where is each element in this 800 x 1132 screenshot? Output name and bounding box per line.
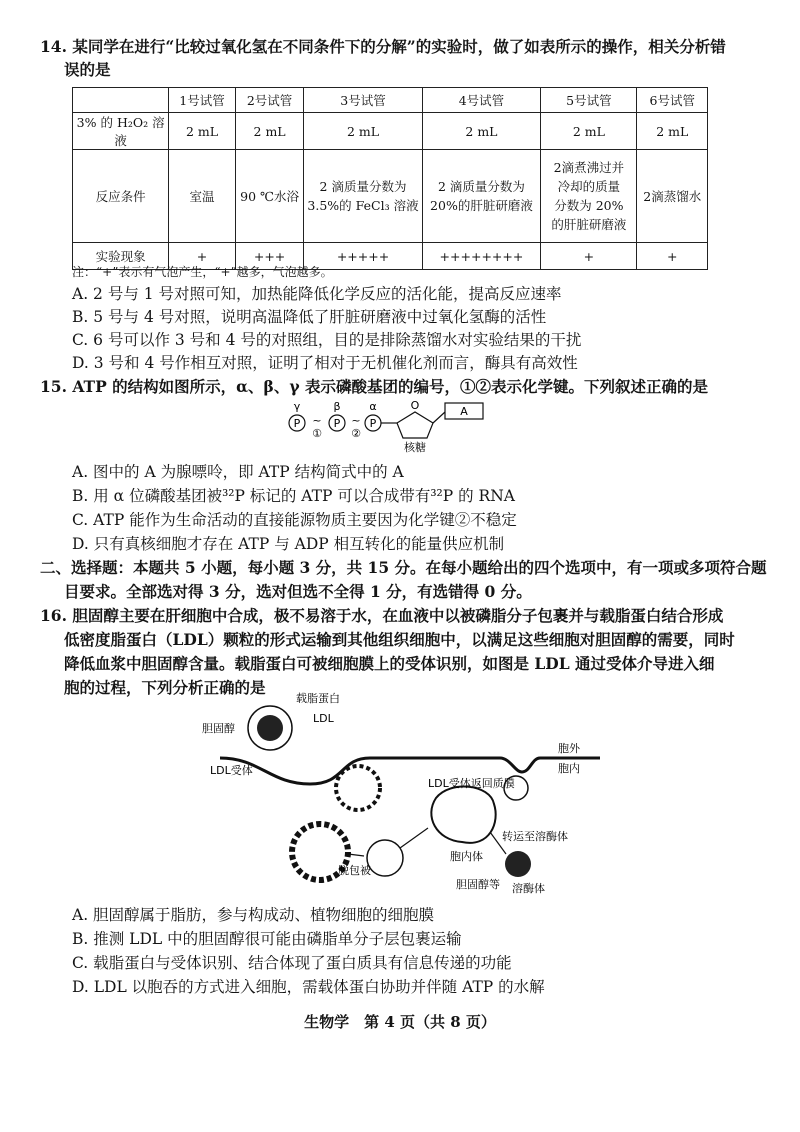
gamma-label: γ — [293, 400, 301, 413]
q14-option-c: C. 6 号可以作 3 号和 4 号的对照组，目的是排除蒸馏水对实验结果的干扰 — [72, 331, 582, 349]
table-cell: 实验现象 — [73, 243, 169, 270]
endosome-label: 胞内体 — [450, 850, 483, 863]
table-cell: + — [637, 243, 708, 270]
table-cell: 2 mL — [235, 113, 304, 150]
cell-line: 冷却的质量 — [557, 179, 621, 194]
phosphate-alpha-label: P — [369, 417, 377, 430]
table-note: 注：“+”表示有气泡产生，“+”越多，气泡越多。 — [72, 265, 333, 279]
table-cell — [541, 150, 637, 243]
table-header-cell: 5号试管 — [541, 88, 637, 113]
cholesterol-label: 胆固醇 — [202, 722, 235, 735]
uncoated-vesicle — [367, 840, 403, 876]
ldl-core — [257, 715, 283, 741]
table-row — [73, 113, 708, 150]
table-row — [73, 150, 708, 243]
beta-label: β — [333, 400, 341, 413]
q16-stem-line4: 胞的过程，下列分析正确的是 — [64, 678, 266, 697]
budding-vesicle — [336, 766, 380, 810]
ribose-base-bond — [433, 412, 445, 423]
q14-stem-line1: 14. 某同学在进行“比较过氧化氢在不同条件下的分解”的实验时，做了如表所示的操作，相关分析错 — [40, 37, 726, 56]
ribose-oxygen: O — [410, 399, 420, 412]
high-energy-bond-2: ~ — [351, 414, 361, 427]
lysosome-label: 溶酶体 — [512, 882, 545, 895]
cell-line: 2 滴质量分数为 — [319, 179, 407, 194]
ldl-label: LDL — [313, 712, 334, 725]
bond-1-label: ① — [312, 427, 322, 440]
table-cell: 3% 的 H₂O₂ 溶液 — [73, 113, 169, 150]
q16-stem-line1: 16. 胆固醇主要在肝细胞中合成，极不易溶于水，在血液中以被磷脂分子包裹并与载脂蛋白结合形成 — [40, 606, 724, 625]
endosome — [431, 787, 495, 843]
table-cell: + — [541, 243, 637, 270]
q15-option-c: C. ATP 能作为生命活动的直接能源物质主要因为化学键②不稳定 — [72, 511, 517, 529]
bond-2-label: ② — [351, 427, 361, 440]
cell-line: 的肝脏研磨液 — [551, 217, 627, 232]
q16-stem-line2: 低密度脂蛋白（LDL）颗粒的形式运输到其他组织细胞中，以满足这些细胞对胆固醇的需要，同时 — [64, 630, 735, 649]
ldl-receptor-label: LDL受体 — [210, 764, 253, 777]
table-cell: 2 mL — [422, 113, 541, 150]
q15-stem: 15. ATP 的结构如图所示，α、β、γ 表示磷酸基团的编号，①②表示化学键。下列叙述正确的是 — [40, 377, 708, 396]
table-header-cell: 2号试管 — [235, 88, 304, 113]
cell-line: 2 滴质量分数为 — [437, 179, 525, 194]
table-header-cell: 3号试管 — [304, 88, 422, 113]
table-cell: 2 mL — [304, 113, 422, 150]
q15-option-a: A. 图中的 A 为腺嘌呤，即 ATP 结构简式中的 A — [72, 463, 404, 481]
q14-option-a: A. 2 号与 1 号对照可知，加热能降低化学反应的活化能，提高反应速率 — [72, 285, 562, 303]
cell-line: 分数为 20% — [554, 198, 624, 213]
lysosome — [505, 851, 531, 877]
q15-option-d: D. 只有真核细胞才存在 ATP 与 ADP 相互转化的能量供应机制 — [72, 535, 505, 553]
table-cell: 2 mL — [541, 113, 637, 150]
high-energy-bond-1: ~ — [312, 414, 322, 427]
plasma-membrane — [220, 758, 600, 784]
table-cell: 2 mL — [637, 113, 708, 150]
outside-label: 胞外 — [558, 742, 580, 755]
q16-option-c: C. 载脂蛋白与受体识别、结合体现了蛋白质具有信息传递的功能 — [72, 954, 512, 972]
q14-option-d: D. 3 号和 4 号作相互对照，证明了相对于无机催化剂而言，酶具有高效性 — [72, 354, 578, 372]
page-footer: 生物学 第 4 页（共 8 页） — [304, 1013, 496, 1031]
table-header-cell: 6号试管 — [637, 88, 708, 113]
q16-option-b: B. 推测 LDL 中的胆固醇很可能由磷脂单分子层包裹运输 — [72, 930, 462, 948]
to-endosome-arrow — [400, 828, 428, 848]
ldl-endocytosis-diagram — [200, 692, 600, 902]
table-cell — [422, 150, 541, 243]
table-cell: 室温 — [169, 150, 236, 243]
table-cell: ++++++++ — [422, 243, 541, 270]
table-header-cell: 1号试管 — [169, 88, 236, 113]
section-2-header-line1: 二、选择题：本题共 5 小题，每小题 3 分，共 15 分。在每小题给出的四个选项中，有一项或多项符合题 — [40, 558, 767, 577]
table-cell: 反应条件 — [73, 150, 169, 243]
table-cell: 2 mL — [169, 113, 236, 150]
table-cell: + — [169, 243, 236, 270]
experiment-table — [72, 87, 708, 270]
table-cell: +++ — [235, 243, 304, 270]
receptor-return-label: LDL受体返回质膜 — [428, 777, 515, 790]
q16-stem-line3: 降低血浆中胆固醇含量。载脂蛋白可被细胞膜上的受体识别，如图是 LDL 通过受体介导进入细 — [64, 654, 715, 673]
cell-line: 20%的肝脏研磨液 — [430, 198, 533, 213]
table-cell: 90 ℃水浴 — [235, 150, 304, 243]
q14-stem-line2: 误的是 — [64, 60, 111, 79]
table-cell: +++++ — [304, 243, 422, 270]
table-cell: 2滴蒸馏水 — [637, 150, 708, 243]
inside-label: 胞内 — [558, 762, 580, 775]
cholesterol-etc-label: 胆固醇等 — [456, 878, 500, 891]
cell-line: 2滴煮沸过并 — [553, 160, 625, 175]
table-header-cell: 4号试管 — [422, 88, 541, 113]
table-header-cell — [73, 88, 169, 113]
table-cell — [304, 150, 422, 243]
phosphate-beta-label: P — [333, 417, 341, 430]
apolipoprotein-label: 载脂蛋白 — [296, 692, 340, 705]
q16-option-a: A. 胆固醇属于脂肪，参与构成动、植物细胞的细胞膜 — [72, 906, 435, 924]
phosphate-gamma-label: P — [293, 417, 301, 430]
q14-option-b: B. 5 号与 4 号对照，说明高温降低了肝脏研磨液中过氧化氢酶的活性 — [72, 308, 547, 326]
q16-option-d: D. LDL 以胞吞的方式进入细胞，需载体蛋白协助并伴随 ATP 的水解 — [72, 978, 545, 996]
adenine-label: A — [460, 405, 468, 418]
uncoat-label: 脱包被 — [338, 864, 371, 877]
ribose-label: 核糖 — [404, 441, 426, 454]
ribose-pentagon — [397, 412, 433, 438]
to-lysosome-label: 转运至溶酶体 — [502, 830, 568, 843]
section-2-header-line2: 目要求。全部选对得 3 分，选对但选不全得 1 分，有选错得 0 分。 — [64, 582, 532, 601]
table-header-row — [73, 88, 708, 113]
q15-option-b: B. 用 α 位磷酸基团被³²P 标记的 ATP 可以合成带有³²P 的 RNA — [72, 487, 515, 505]
cell-line: 3.5%的 FeCl₃ 溶液 — [307, 198, 419, 213]
atp-structure-diagram — [285, 398, 495, 458]
alpha-label: α — [369, 400, 377, 413]
